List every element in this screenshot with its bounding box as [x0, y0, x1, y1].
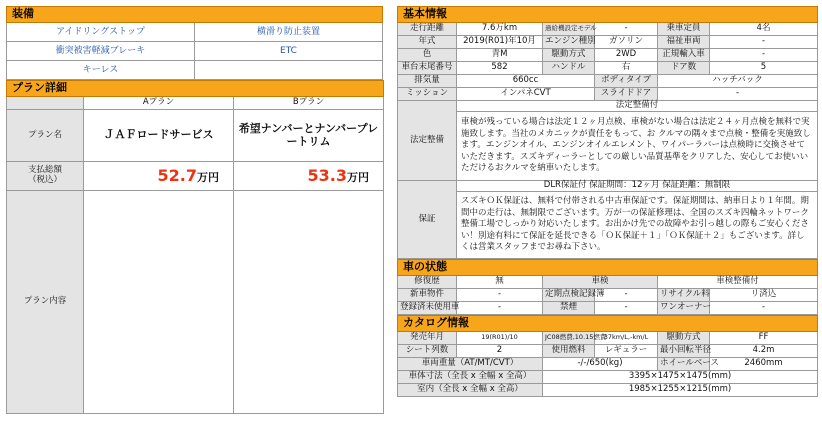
- equipment-header: 装備: [7, 7, 383, 23]
- wheelbase-value: 2460mm: [710, 358, 818, 371]
- handle-label: ハンドル: [543, 62, 595, 75]
- fuel-type-label: 使用燃料: [543, 345, 595, 358]
- repair-history-value: 無: [457, 276, 543, 289]
- condition-table: [397, 259, 818, 315]
- weight-label: 車両重量（AT/MT/CVT）: [398, 358, 543, 371]
- basic-info-table: [397, 6, 818, 259]
- mileage-value: 7.6万km: [457, 23, 543, 36]
- basic-header: 基本情報: [398, 7, 818, 23]
- mission-value: インパネCVT: [457, 88, 595, 101]
- handle-value: 右: [595, 62, 658, 75]
- plan-header: プラン詳細: [7, 81, 384, 97]
- seat-rows-label: シート列数: [398, 345, 457, 358]
- plan-a-label: Aプラン: [84, 97, 234, 110]
- warranty-text: スズキＯＫ保証は、無料で付帯される中古車保証です。保証期間は、納車日より１年間。期間中の走行は、無制限でございます。万が一の保証修理は、全国のスズキ四輪ネットワーク整備工場でしっかり対応いたします。お出かけ先での故障やお引っ越しの際もご安心ください！別途有料にて保証を延長できる「ＯＫ保証＋１」「ＯＫ保証＋２」もございます。詳しくは営業スタッフまでお尋ね下さい。: [457, 192, 818, 259]
- no-smoking-label: 禁煙: [543, 302, 595, 315]
- equipment-table: [6, 6, 383, 80]
- price-unit: 万円: [197, 170, 219, 184]
- color-value: 青M: [457, 49, 543, 62]
- unused-car-label: 登録済未使用車: [398, 302, 457, 315]
- new-car-value: -: [457, 289, 543, 302]
- new-car-label: 新車物件: [398, 289, 457, 302]
- model-label: 過給機設定モデル: [543, 23, 595, 36]
- doors-label: ドア数: [658, 62, 710, 75]
- plan-a-name: ＪＡＦロードサービス: [84, 110, 234, 162]
- maintenance-text: 車検が残っている場合は法定１２ヶ月点検、車検がない場合は法定２４ヶ月点検を無料で実施致します。当社のメカニックが責任をもって、お クルマの隅々まで点検・整備を実施致します。エンジンオイル、エンジンオイルエレメント、ワイパーラバーは点検時に交換させていただきます。スズキディーラーとしての厳しい品質基準をクリアした、安心してお使いいただけるおクルマを納車いたします。: [457, 112, 818, 181]
- release-value: 19(R01)/10: [457, 332, 543, 345]
- color-label: 色: [398, 49, 457, 62]
- body-size-label: 車体寸法（全長 x 全幅 x 全高）: [398, 371, 543, 384]
- equipment-item: 衝突被害軽減ブレーキ: [7, 42, 195, 61]
- price-label-line1: 支払総額: [27, 165, 62, 176]
- doors-value: 5: [710, 62, 818, 75]
- tail-number-label: 車台末尾番号: [398, 62, 457, 75]
- no-smoking-value: -: [595, 302, 658, 315]
- plan-name-label: プラン名: [7, 110, 84, 162]
- equipment-item: [195, 61, 383, 80]
- condition-header: 車の状態: [398, 260, 818, 276]
- right-panel: [397, 6, 817, 397]
- model-value: -: [595, 23, 658, 36]
- turning-radius-label: 最小回転半径: [658, 345, 710, 358]
- warranty-label: 保証: [398, 181, 457, 259]
- equipment-item: ETC: [195, 42, 383, 61]
- plan-b-price-cell: [234, 162, 384, 191]
- plan-corner: [7, 97, 84, 110]
- catalog-drive-label: 駆動方式: [658, 332, 710, 345]
- catalog-table: [397, 315, 818, 397]
- equipment-item: キーレス: [7, 61, 195, 80]
- drive-label: 駆動方式: [543, 49, 595, 62]
- drive-value: 2WD: [595, 49, 658, 62]
- welfare-value: -: [710, 36, 818, 49]
- weight-value: -/-/650(kg): [543, 358, 658, 371]
- mission-label: ミッション: [398, 88, 457, 101]
- inspection-label: 車検: [543, 276, 658, 289]
- interior-size-value: 1985×1255×1215(mm): [543, 384, 818, 397]
- plan-b-content: [234, 191, 384, 414]
- plan-a-price: 52.7: [157, 165, 197, 185]
- left-panel: [6, 6, 383, 414]
- maintenance-title: 法定整備付: [457, 101, 818, 112]
- engine-label: エンジン種別: [543, 36, 595, 49]
- record-book-label: 定期点検記録簿: [543, 289, 595, 302]
- plan-table: [6, 80, 384, 414]
- fuel-type-value: レギュラー: [595, 345, 658, 358]
- price-unit: 万円: [347, 170, 369, 184]
- equipment-item: アイドリングストップ: [7, 23, 195, 42]
- displacement-label: 排気量: [398, 75, 457, 88]
- unused-car-value: -: [457, 302, 543, 315]
- price-label-line2: （税込）: [27, 175, 62, 185]
- engine-value: ガソリン: [595, 36, 658, 49]
- body-type-value: ハッチバック: [658, 75, 818, 88]
- plan-b-label: Bプラン: [234, 97, 384, 110]
- one-owner-label: ワンオーナー: [658, 302, 710, 315]
- warranty-title: DLR保証付 保証期間：12ヶ月 保証距離：無制限: [457, 181, 818, 192]
- body-size-value: 3395×1475×1475(mm): [543, 371, 818, 384]
- inspection-value: 車検整備付: [658, 276, 818, 289]
- welfare-label: 福祉車両: [658, 36, 710, 49]
- release-label: 発売年月: [398, 332, 457, 345]
- interior-size-label: 室内（全長 x 全幅 x 全高）: [398, 384, 543, 397]
- plan-b-name: 希望ナンバーとナンバープレートリム: [234, 110, 384, 162]
- one-owner-value: -: [710, 302, 818, 315]
- recycle-fee-value: リ済込: [710, 289, 818, 302]
- import-label: 正規輸入車: [658, 49, 710, 62]
- year-label: 年式: [398, 36, 457, 49]
- body-type-label: ボディタイプ: [595, 75, 658, 88]
- record-book-value: -: [595, 289, 658, 302]
- fuel-efficiency-value: 37km/L,-km/L: [595, 332, 658, 345]
- equipment-item: 横滑り防止装置: [195, 23, 383, 42]
- plan-b-price: 53.3: [307, 165, 347, 185]
- slide-door-value: -: [658, 88, 818, 101]
- slide-door-label: スライドドア: [595, 88, 658, 101]
- plan-a-content: [84, 191, 234, 414]
- fuel-efficiency-label: JC08燃費,10.15燃費: [543, 332, 595, 345]
- capacity-value: 4名: [710, 23, 818, 36]
- mileage-label: 走行距離: [398, 23, 457, 36]
- capacity-label: 乗車定員: [658, 23, 710, 36]
- recycle-fee-label: リサイクル料: [658, 289, 710, 302]
- seat-rows-value: 2: [457, 345, 543, 358]
- displacement-value: 660cc: [457, 75, 595, 88]
- maintenance-label: 法定整備: [398, 101, 457, 181]
- year-value: 2019(R01)年10月: [457, 36, 543, 49]
- tail-number-value: 582: [457, 62, 543, 75]
- catalog-drive-value: FF: [710, 332, 818, 345]
- wheelbase-label: ホイールベース: [658, 358, 710, 371]
- repair-history-label: 修復歴: [398, 276, 457, 289]
- plan-content-label: プラン内容: [7, 191, 84, 414]
- plan-a-price-cell: [84, 162, 234, 191]
- turning-radius-value: 4.2m: [710, 345, 818, 358]
- import-value: -: [710, 49, 818, 62]
- catalog-header: カタログ情報: [398, 316, 818, 332]
- price-label: [7, 162, 84, 191]
